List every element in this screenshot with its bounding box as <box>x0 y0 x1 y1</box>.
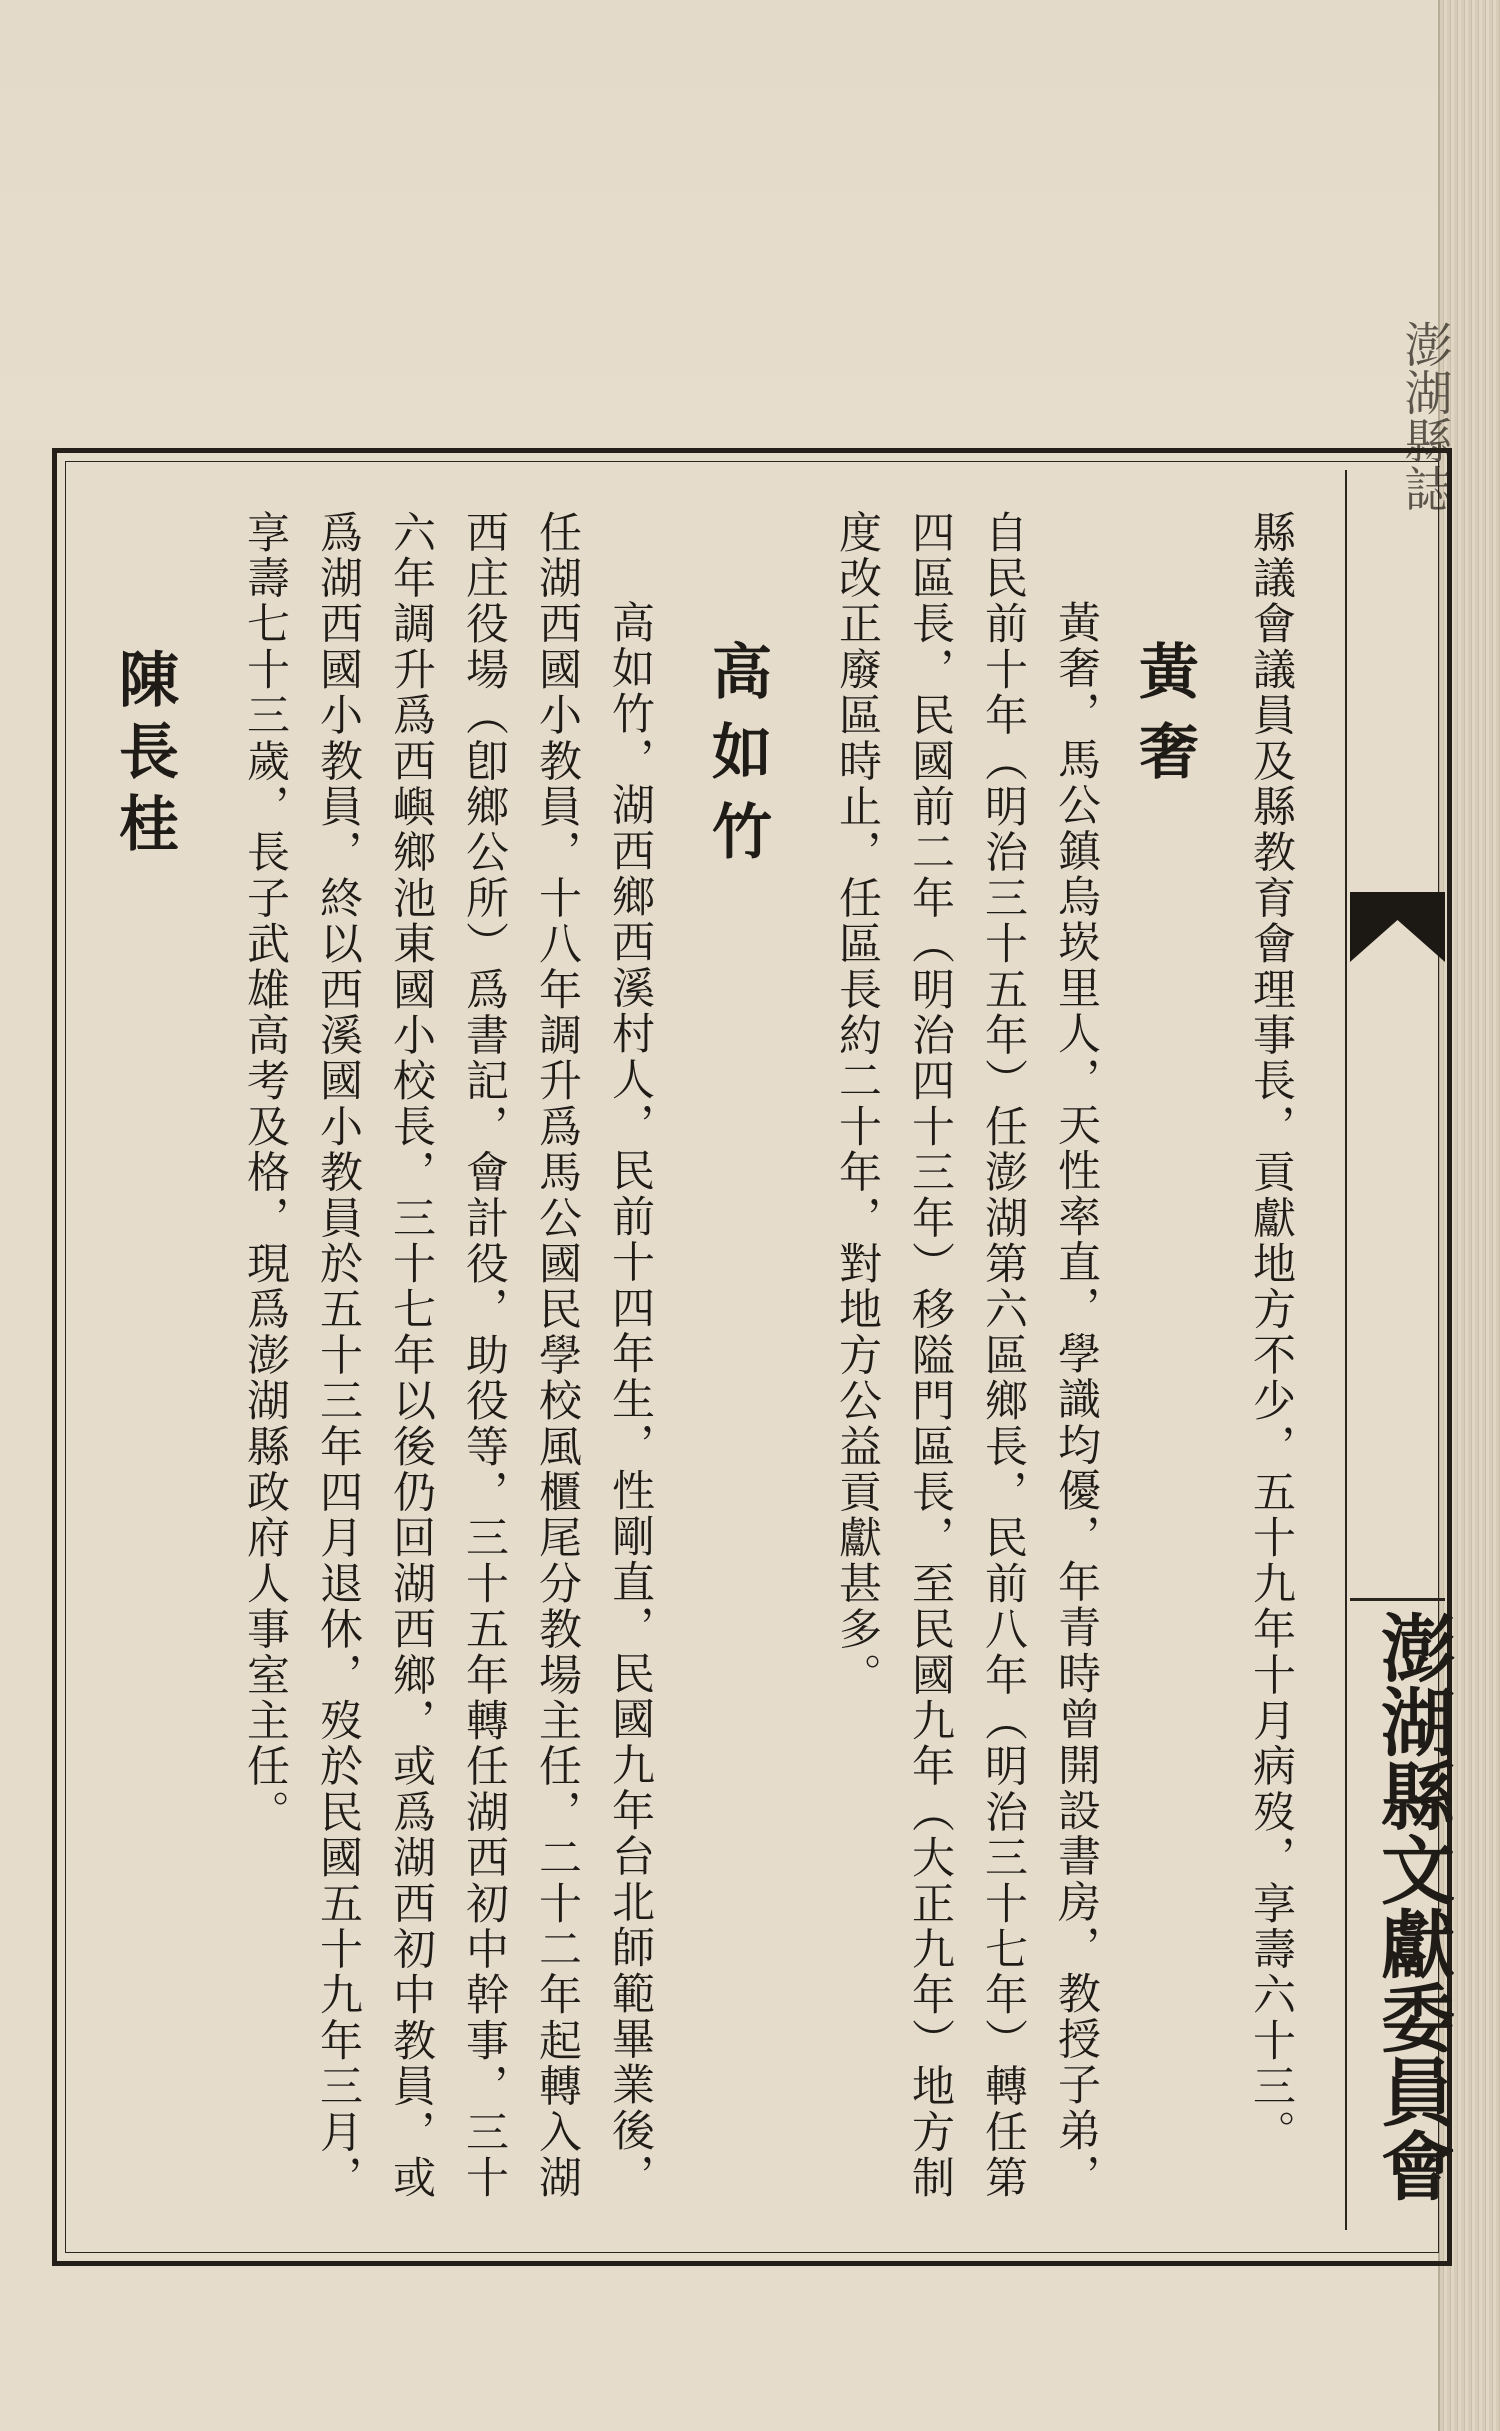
text-column-9: 六年調升爲西嶼鄉池東國小校長，三十七年以後仍回湖西鄉，或爲湖西初中教員，或 <box>386 510 436 2201</box>
bleed-through-text: 澎湖縣誌 <box>1396 320 1452 512</box>
book-edge-divider <box>1345 470 1347 2230</box>
heading-huang-she: 黃奢 <box>1129 640 1199 800</box>
publisher-name: 澎湖縣文獻委員會 <box>1369 1610 1455 2202</box>
text-column-10: 爲湖西國小教員，終以西溪國小教員於五十三年四月退休，歿於民國五十九年三月， <box>313 510 363 2201</box>
page-top-margin <box>0 0 1450 440</box>
heading-gao-ruzhu: 高如竹 <box>702 640 772 880</box>
text-column-2: 黃奢，馬公鎮烏崁里人，天性率直，學識均優，年青時曾開設書房，教授子弟， <box>1051 600 1101 2200</box>
text-column-11: 享壽七十三歲，長子武雄高考及格，現爲澎湖縣政府人事室主任。 <box>240 510 290 1836</box>
text-column-1: 縣議會議員及縣教育會理事長，貢獻地方不少，五十九年十月病歿，享壽六十三。 <box>1246 510 1296 2156</box>
heading-chen-changgui: 陳長桂 <box>109 648 179 864</box>
text-column-7: 任湖西國小教員，十八年調升爲馬公國民學校風櫃尾分教場主任，二十二年起轉入湖 <box>532 510 582 2201</box>
text-column-8: 西庄役場（卽鄉公所）爲書記，會計役，助役等，三十五年轉任湖西初中幹事，三十 <box>459 510 509 2201</box>
text-column-6: 高如竹，湖西鄉西溪村人，民前十四年生，性剛直，民國九年台北師範畢業後， <box>605 600 655 2200</box>
text-column-4: 四區長，民國前二年（明治四十三年）移隘門區長，至民國九年（大正九年）地方制 <box>905 510 955 2201</box>
text-column-5: 度改正廢區時止，任區長約二十年，對地方公益貢獻甚多。 <box>832 510 882 1699</box>
text-column-3: 自民前十年（明治三十五年）任澎湖第六區鄉長，民前八年（明治三十七年）轉任第 <box>978 510 1028 2201</box>
publisher-rule <box>1350 1598 1445 1601</box>
